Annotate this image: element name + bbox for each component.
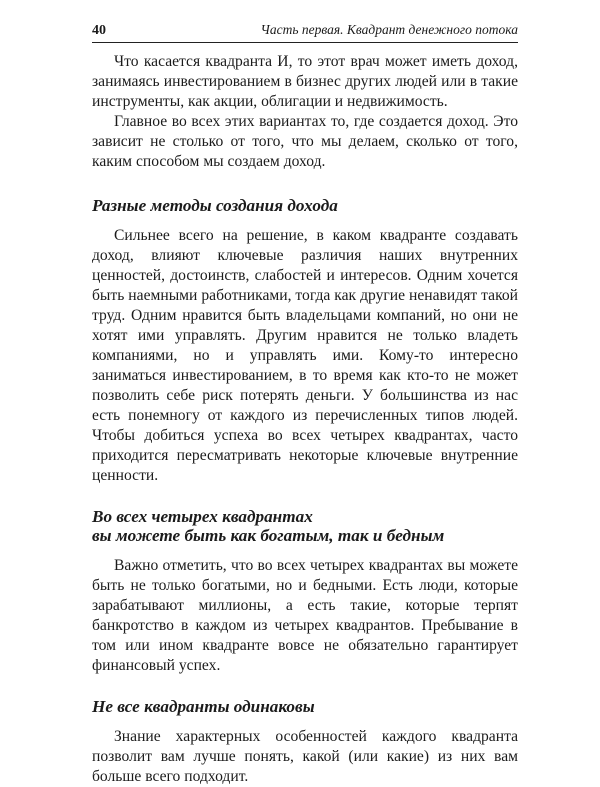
running-header <box>92 22 518 43</box>
section-heading-rich-or-poor-line-1: Во всех четырех квадрантах <box>92 507 313 526</box>
book-page <box>92 22 518 787</box>
running-header-title: Часть первая. Квадрант денежного потока <box>260 22 518 37</box>
quadrants-differ-paragraph: Знание характерных особенностей каждого квадранта позволит вам лучше понять, какой (или какие) из них вам больше всего подходит. <box>92 728 518 785</box>
section-heading-income-methods: Разные методы создания дохода <box>92 196 338 215</box>
intro-paragraph-1: Что касается квадранта И, то этот врач может иметь доход, занимаясь инвестированием в бизнес других людей или в такие инструменты, как акции, облигации и недвижимость. <box>92 53 518 110</box>
section-heading-quadrants-differ: Не все квадранты одинаковы <box>92 697 315 716</box>
page-number: 40 <box>92 23 106 38</box>
section-heading-rich-or-poor <box>92 507 518 545</box>
income-methods-paragraph: Сильнее всего на решение, в каком квадранте создавать доход, влияют ключевые различия наших внутренних ценностей, достоинств, слабостей и интересов. Одним хочется быть наемными работниками, тогда как другие ненавидят такой труд. Одним нравится быть владельцами компаний, но они не хотят ими управлять. Другим нравится не только владеть компаниями, но и управлять ими. Кому-то интересно заниматься инвестированием, в то время как кто-то не может позволить себе риск потерять деньги. У большинства из нас есть понемногу от каждого из перечисленных типов людей. Чтобы добиться успеха во всех четырех квадрантах, часто приходится пересматривать некоторые ключевые внутренние ценности. <box>92 227 518 484</box>
section-heading-rich-or-poor-line-2: вы можете быть как богатым, так и бедным <box>92 526 445 545</box>
rich-or-poor-paragraph: Важно отметить, что во всех четырех квадрантах вы можете быть не только богатыми, но и бедными. Есть люди, которые зарабатывают миллионы, а есть такие, которые терпят банкротство в каждом из четырех квадрантов. Пребывание в том или ином квадранте вовсе не обязательно гарантирует финансовый успех. <box>92 557 518 674</box>
intro-paragraph-2: Главное во всех этих вариантах то, где создается доход. Это зависит не столько от того, что мы делаем, сколько от того, каким способом мы создаем доход. <box>92 113 518 170</box>
